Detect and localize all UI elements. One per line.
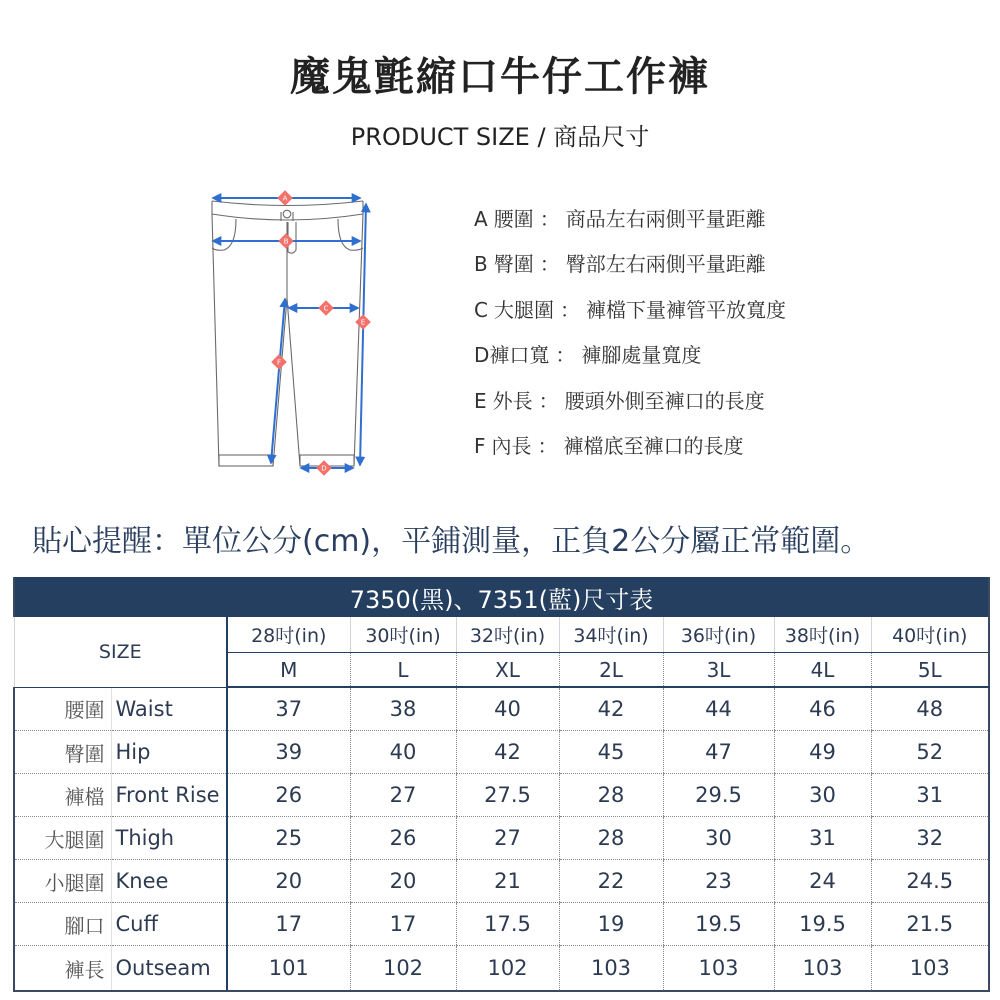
table-cell: 27 — [350, 774, 456, 817]
legend-name: 外長 — [492, 388, 533, 413]
table-cell: 48 — [871, 687, 989, 731]
table-cell: 37 — [227, 687, 350, 731]
table-cell: 102 — [456, 946, 559, 992]
table-cell: 21 — [456, 860, 559, 903]
row-label-en: Front Rise — [111, 774, 227, 817]
table-cell: 45 — [559, 731, 663, 774]
row-label-cn: 褲檔 — [14, 774, 111, 817]
legend-item-d — [474, 340, 786, 385]
table-cell: 101 — [227, 946, 350, 992]
legend-item-f — [474, 431, 786, 476]
marker-d-icon — [316, 460, 332, 476]
row-label-en: Cuff — [111, 903, 227, 946]
table-cell: 19 — [559, 903, 663, 946]
inch-size-header: 38吋(in) — [774, 617, 871, 653]
inch-size-header: 36吋(in) — [663, 617, 774, 653]
letter-size-header: 4L — [774, 653, 871, 688]
row-label-en: Hip — [111, 731, 227, 774]
table-cell: 24 — [774, 860, 871, 903]
table-cell: 19.5 — [663, 903, 774, 946]
page-title: 魔鬼氈縮口牛仔工作褲 — [290, 54, 710, 100]
table-cell: 30 — [774, 774, 871, 817]
legend-separator: ： — [537, 433, 558, 458]
table-cell: 26 — [227, 774, 350, 817]
size-column-header: SIZE — [14, 617, 227, 687]
table-cell: 30 — [663, 817, 774, 860]
svg-text:C: C — [323, 304, 329, 313]
table-cell: 29.5 — [663, 774, 774, 817]
letter-size-header: L — [350, 653, 456, 688]
table-row-waist — [14, 687, 989, 731]
table-cell: 52 — [871, 731, 989, 774]
table-cell: 102 — [350, 946, 456, 992]
table-cell: 103 — [559, 946, 663, 992]
legend-letter: D — [474, 343, 490, 368]
table-cell: 39 — [227, 731, 350, 774]
table-cell: 27.5 — [456, 774, 559, 817]
inch-size-header: 30吋(in) — [350, 617, 456, 653]
table-cell: 47 — [663, 731, 774, 774]
table-row-knee — [14, 860, 989, 903]
inch-size-header: 34吋(in) — [559, 617, 663, 653]
legend-letter: C — [474, 297, 488, 322]
table-cell: 19.5 — [774, 903, 871, 946]
table-row-cuff — [14, 903, 989, 946]
legend-description: 臀部左右兩側平量距離 — [565, 252, 766, 277]
legend-description: 褲檔下量褲管平放寬度 — [585, 297, 786, 322]
table-cell: 44 — [663, 687, 774, 731]
table-cell: 20 — [350, 860, 456, 903]
svg-text:E: E — [360, 318, 366, 327]
table-row-hip — [14, 731, 989, 774]
svg-text:F: F — [276, 358, 282, 367]
table-cell: 31 — [871, 774, 989, 817]
table-cell: 103 — [871, 946, 989, 992]
table-cell: 24.5 — [871, 860, 989, 903]
table-cell: 42 — [559, 687, 663, 731]
legend-name: 臀圍 — [493, 252, 534, 277]
legend-letter: B — [474, 252, 488, 277]
legend-letter: A — [474, 207, 488, 231]
letter-size-header: XL — [456, 653, 559, 688]
pants-measurement-diagram — [200, 180, 400, 480]
legend-separator: ： — [559, 297, 580, 322]
marker-c-icon — [318, 300, 334, 316]
row-label-cn: 臀圍 — [14, 731, 111, 774]
legend-item-e — [474, 386, 786, 431]
table-cell: 103 — [774, 946, 871, 992]
page-subtitle: PRODUCT SIZE / 商品尺寸 — [350, 123, 650, 151]
legend-separator: ： — [555, 343, 576, 368]
svg-text:B: B — [283, 237, 289, 246]
row-label-en: Waist — [111, 687, 227, 731]
legend-description: 褲腳處量寬度 — [581, 343, 702, 368]
legend-item-b — [474, 249, 786, 294]
legend-name: 內長 — [491, 433, 532, 458]
legend-item-a — [474, 204, 786, 249]
legend-letter: F — [474, 433, 486, 458]
size-chart-table — [13, 577, 990, 992]
row-label-cn: 大腿圍 — [14, 817, 111, 860]
marker-e-icon — [355, 314, 371, 330]
table-cell: 28 — [559, 774, 663, 817]
table-cell: 17.5 — [456, 903, 559, 946]
inch-size-header: 40吋(in) — [871, 617, 989, 653]
table-cell: 38 — [350, 687, 456, 731]
marker-f-icon — [271, 354, 287, 370]
table-cell: 27 — [456, 817, 559, 860]
legend-separator: ： — [539, 252, 560, 277]
inch-size-header: 32吋(in) — [456, 617, 559, 653]
table-cell: 26 — [350, 817, 456, 860]
inch-size-header: 28吋(in) — [227, 617, 350, 653]
table-cell: 32 — [871, 817, 989, 860]
svg-text:A: A — [282, 194, 288, 203]
letter-size-header: 2L — [559, 653, 663, 688]
table-cell: 17 — [227, 903, 350, 946]
table-cell: 21.5 — [871, 903, 989, 946]
table-cell: 40 — [350, 731, 456, 774]
legend-item-c — [474, 295, 786, 340]
row-label-en: Thigh — [111, 817, 227, 860]
row-label-en: Knee — [111, 860, 227, 903]
table-cell: 42 — [456, 731, 559, 774]
table-cell: 40 — [456, 687, 559, 731]
legend-separator: ： — [538, 388, 559, 413]
table-row-front-rise — [14, 774, 989, 817]
table-cell: 46 — [774, 687, 871, 731]
row-label-cn: 褲長 — [14, 946, 111, 992]
table-cell: 31 — [774, 817, 871, 860]
row-label-cn: 小腿圍 — [14, 860, 111, 903]
marker-b-icon — [278, 233, 294, 249]
legend-name: 大腿圍 — [493, 297, 554, 322]
marker-a-icon — [277, 190, 293, 206]
table-cell: 103 — [663, 946, 774, 992]
row-label-cn: 腳口 — [14, 903, 111, 946]
row-label-cn: 腰圍 — [14, 687, 111, 731]
legend-name: 腰圍 — [493, 207, 534, 231]
table-row-outseam — [14, 946, 989, 992]
legend-description: 商品左右兩側平量距離 — [565, 207, 766, 231]
table-cell: 23 — [663, 860, 774, 903]
letter-size-header: 5L — [871, 653, 989, 688]
table-cell: 28 — [559, 817, 663, 860]
table-cell: 17 — [350, 903, 456, 946]
legend-separator: ： — [539, 207, 560, 231]
size-chart-title: 7350(黑)、7351(藍)尺寸表 — [14, 577, 989, 617]
legend-description: 腰頭外側至褲口的長度 — [564, 388, 765, 413]
letter-size-header: 3L — [663, 653, 774, 688]
legend-description: 褲檔底至褲口的長度 — [563, 433, 744, 458]
table-cell: 20 — [227, 860, 350, 903]
table-cell: 49 — [774, 731, 871, 774]
letter-size-header: M — [227, 653, 350, 688]
table-cell: 22 — [559, 860, 663, 903]
row-label-en: Outseam — [111, 946, 227, 992]
measurement-legend — [474, 204, 786, 476]
legend-name: 褲口寬 — [489, 343, 550, 368]
measurement-note: 貼心提醒：單位公分(cm)，平鋪測量，正負2公分屬正常範圍。 — [32, 524, 871, 559]
table-row-thigh — [14, 817, 989, 860]
svg-text:D: D — [321, 464, 327, 473]
legend-letter: E — [474, 388, 487, 413]
table-cell: 25 — [227, 817, 350, 860]
